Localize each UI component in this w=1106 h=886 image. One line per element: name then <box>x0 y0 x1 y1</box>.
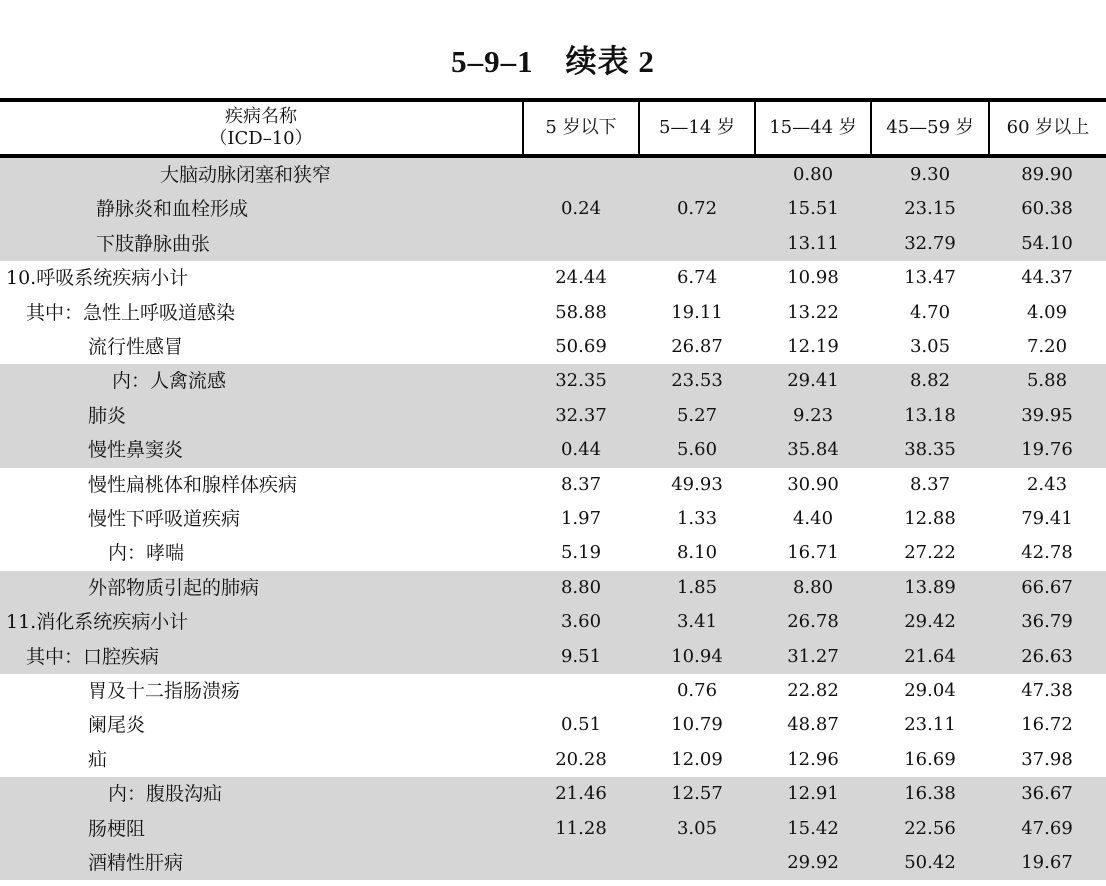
table-title: 5–9–1 续表 2 <box>451 44 655 79</box>
disease-name-cell: 内：人禽流感 <box>112 370 227 393</box>
value-cell: 0.72 <box>676 198 718 220</box>
value-cell: 23.53 <box>671 370 723 392</box>
disease-name-cell: 内：哮喘 <box>108 542 185 565</box>
value-cell: 23.15 <box>904 198 956 220</box>
value-cell: 49.93 <box>671 473 723 495</box>
value-cell: 8.37 <box>909 473 951 495</box>
value-cell: 42.78 <box>1021 542 1073 564</box>
value-cell: 19.76 <box>1021 439 1073 461</box>
table-body <box>0 158 1106 886</box>
value-cell: 8.37 <box>560 473 602 495</box>
value-cell: 13.22 <box>787 301 839 323</box>
disease-name-cell: 肠梗阻 <box>88 817 146 840</box>
value-cell: 4.09 <box>1026 301 1068 323</box>
value-cell: 38.35 <box>904 439 956 461</box>
disease-name-cell: 疝 <box>88 748 108 771</box>
value-cell: 12.57 <box>671 783 723 805</box>
value-cell: 44.37 <box>1021 267 1073 289</box>
value-cell: 10.98 <box>787 267 839 289</box>
value-cell: 29.04 <box>904 680 956 701</box>
value-cell: 54.10 <box>1021 232 1073 254</box>
table-row <box>0 640 1106 674</box>
value-cell: 29.92 <box>787 852 839 873</box>
disease-name-cell: 下肢静脉曲张 <box>96 232 211 255</box>
value-cell: 0.44 <box>560 439 602 461</box>
value-cell <box>526 674 636 708</box>
disease-name-cell: 其中：急性上呼吸道感染 <box>26 301 236 324</box>
value-cell: 13.89 <box>904 576 956 598</box>
value-cell: 3.41 <box>676 611 718 633</box>
value-cell: 66.67 <box>1021 576 1073 598</box>
table-row <box>0 812 1106 846</box>
disease-name-cell: 11.消化系统疾病小计 <box>6 611 189 634</box>
disease-name-cell: 慢性扁桃体和腺样体疾病 <box>88 473 298 496</box>
value-cell: 35.84 <box>787 439 839 461</box>
value-cell: 16.72 <box>1021 714 1073 736</box>
value-cell: 22.56 <box>904 817 956 839</box>
table-row <box>0 399 1106 433</box>
value-cell: 26.63 <box>1021 645 1073 667</box>
value-cell <box>526 846 636 880</box>
value-cell: 50.42 <box>904 852 956 873</box>
value-cell: 3.05 <box>676 817 718 839</box>
table-header <box>0 102 1106 154</box>
disease-name-cell: 肺炎 <box>88 404 127 427</box>
value-cell: 0.80 <box>792 164 834 185</box>
value-cell: 10.94 <box>671 645 723 667</box>
value-cell: 1.85 <box>676 576 718 598</box>
value-cell: 50.69 <box>555 336 607 357</box>
table-row <box>0 846 1106 880</box>
value-cell: 58.88 <box>555 301 607 323</box>
value-cell: 27.22 <box>904 542 956 564</box>
value-cell: 89.90 <box>1021 164 1073 185</box>
value-cell: 12.19 <box>787 336 839 357</box>
value-cell: 37.98 <box>1021 748 1073 770</box>
value-cell: 8.80 <box>792 576 834 598</box>
value-cell: 32.35 <box>555 370 607 392</box>
value-cell: 6.74 <box>676 267 718 289</box>
value-cell: 29.41 <box>787 370 839 392</box>
value-cell: 21.46 <box>555 783 607 805</box>
value-cell: 15.42 <box>787 817 839 839</box>
header-45-59: 45—59 岁 <box>886 117 974 138</box>
value-cell: 12.91 <box>787 783 839 805</box>
value-cell: 9.30 <box>909 164 951 185</box>
table-row <box>0 468 1106 502</box>
value-cell: 0.51 <box>560 714 602 736</box>
header-disease-name <box>0 102 522 154</box>
value-cell: 47.38 <box>1021 680 1073 701</box>
table-row <box>0 192 1106 226</box>
header-under-5: 5 岁以下 <box>545 117 617 138</box>
value-cell: 24.44 <box>555 267 607 289</box>
table-row <box>0 364 1106 398</box>
table-row <box>0 777 1106 811</box>
value-cell: 13.18 <box>904 404 956 426</box>
value-cell: 0.76 <box>676 680 718 701</box>
disease-name-cell: 慢性下呼吸道疾病 <box>88 508 241 530</box>
table-row <box>0 330 1106 364</box>
value-cell: 32.79 <box>904 232 956 254</box>
value-cell: 2.43 <box>1026 473 1068 495</box>
value-cell: 1.97 <box>560 508 602 529</box>
disease-name-cell: 其中：口腔疾病 <box>26 645 160 668</box>
header-disease-name-line2: （ICD–10） <box>209 128 313 149</box>
value-cell: 12.88 <box>904 508 956 529</box>
value-cell: 20.28 <box>555 748 607 770</box>
value-cell: 19.11 <box>671 301 723 323</box>
disease-name-cell: 外部物质引起的肺病 <box>88 576 260 599</box>
header-15-44: 15—44 岁 <box>769 117 857 138</box>
value-cell: 16.38 <box>904 783 956 805</box>
value-cell: 8.82 <box>909 370 951 392</box>
disease-name-cell: 胃及十二指肠溃疡 <box>88 680 241 702</box>
table-row <box>0 605 1106 639</box>
value-cell: 9.23 <box>792 404 834 426</box>
value-cell: 60.38 <box>1021 198 1073 220</box>
value-cell <box>526 227 636 261</box>
table-row <box>0 571 1106 605</box>
value-cell: 4.70 <box>909 301 951 323</box>
value-cell: 5.27 <box>676 404 718 426</box>
value-cell: 5.88 <box>1026 370 1068 392</box>
value-cell: 10.79 <box>671 714 723 736</box>
value-cell: 47.69 <box>1021 817 1073 839</box>
value-cell: 31.27 <box>787 645 839 667</box>
disease-name-cell: 10.呼吸系统疾病小计 <box>6 267 189 290</box>
header-disease-name-line1: 疾病名称 <box>225 106 297 127</box>
value-cell: 11.28 <box>555 817 607 839</box>
value-cell: 26.87 <box>671 336 723 357</box>
value-cell <box>642 846 752 880</box>
value-cell: 12.96 <box>787 748 839 770</box>
value-cell: 32.37 <box>555 404 607 426</box>
value-cell: 15.51 <box>787 198 839 220</box>
value-cell <box>526 158 636 192</box>
header-5-14: 5—14 岁 <box>658 117 736 138</box>
table-row <box>0 708 1106 742</box>
value-cell: 19.67 <box>1021 852 1073 873</box>
value-cell <box>642 158 752 192</box>
value-cell: 21.64 <box>904 645 956 667</box>
value-cell: 0.24 <box>560 198 602 220</box>
disease-name-cell: 酒精性肝病 <box>88 852 184 874</box>
value-cell: 48.87 <box>787 714 839 736</box>
table-row <box>0 743 1106 777</box>
disease-name-cell: 静脉炎和血栓形成 <box>96 198 249 221</box>
table-row <box>0 433 1106 467</box>
value-cell: 36.79 <box>1021 611 1073 633</box>
value-cell: 8.80 <box>560 576 602 598</box>
value-cell: 23.11 <box>904 714 956 736</box>
table-row <box>0 536 1106 570</box>
value-cell: 1.33 <box>676 508 718 529</box>
value-cell: 12.09 <box>671 748 723 770</box>
value-cell: 16.71 <box>787 542 839 564</box>
value-cell: 79.41 <box>1021 508 1073 529</box>
value-cell: 13.47 <box>904 267 956 289</box>
value-cell: 22.82 <box>787 680 839 701</box>
value-cell: 13.11 <box>787 232 839 254</box>
value-cell: 29.42 <box>904 611 956 633</box>
table-row <box>0 502 1106 536</box>
disease-name-cell: 内：腹股沟疝 <box>108 783 223 806</box>
header-60-plus: 60 岁以上 <box>1006 117 1090 138</box>
value-cell: 26.78 <box>787 611 839 633</box>
value-cell: 9.51 <box>560 645 602 667</box>
disease-name-cell: 慢性鼻窦炎 <box>88 439 184 462</box>
value-cell: 30.90 <box>787 473 839 495</box>
value-cell: 5.60 <box>676 439 718 461</box>
disease-name-cell: 阑尾炎 <box>88 714 146 737</box>
value-cell: 7.20 <box>1026 336 1068 357</box>
table-row <box>0 261 1106 295</box>
value-cell: 3.05 <box>909 336 951 357</box>
disease-name-cell: 流行性感冒 <box>88 336 184 358</box>
table-row <box>0 227 1106 261</box>
value-cell: 16.69 <box>904 748 956 770</box>
value-cell: 4.40 <box>792 508 834 529</box>
value-cell <box>642 227 752 261</box>
disease-name-cell: 大脑动脉闭塞和狭窄 <box>160 164 332 186</box>
value-cell: 5.19 <box>560 542 602 564</box>
table-row <box>0 674 1106 708</box>
value-cell: 39.95 <box>1021 404 1073 426</box>
value-cell: 36.67 <box>1021 783 1073 805</box>
value-cell: 8.10 <box>676 542 718 564</box>
value-cell: 3.60 <box>560 611 602 633</box>
table-row <box>0 296 1106 330</box>
table-row <box>0 158 1106 192</box>
